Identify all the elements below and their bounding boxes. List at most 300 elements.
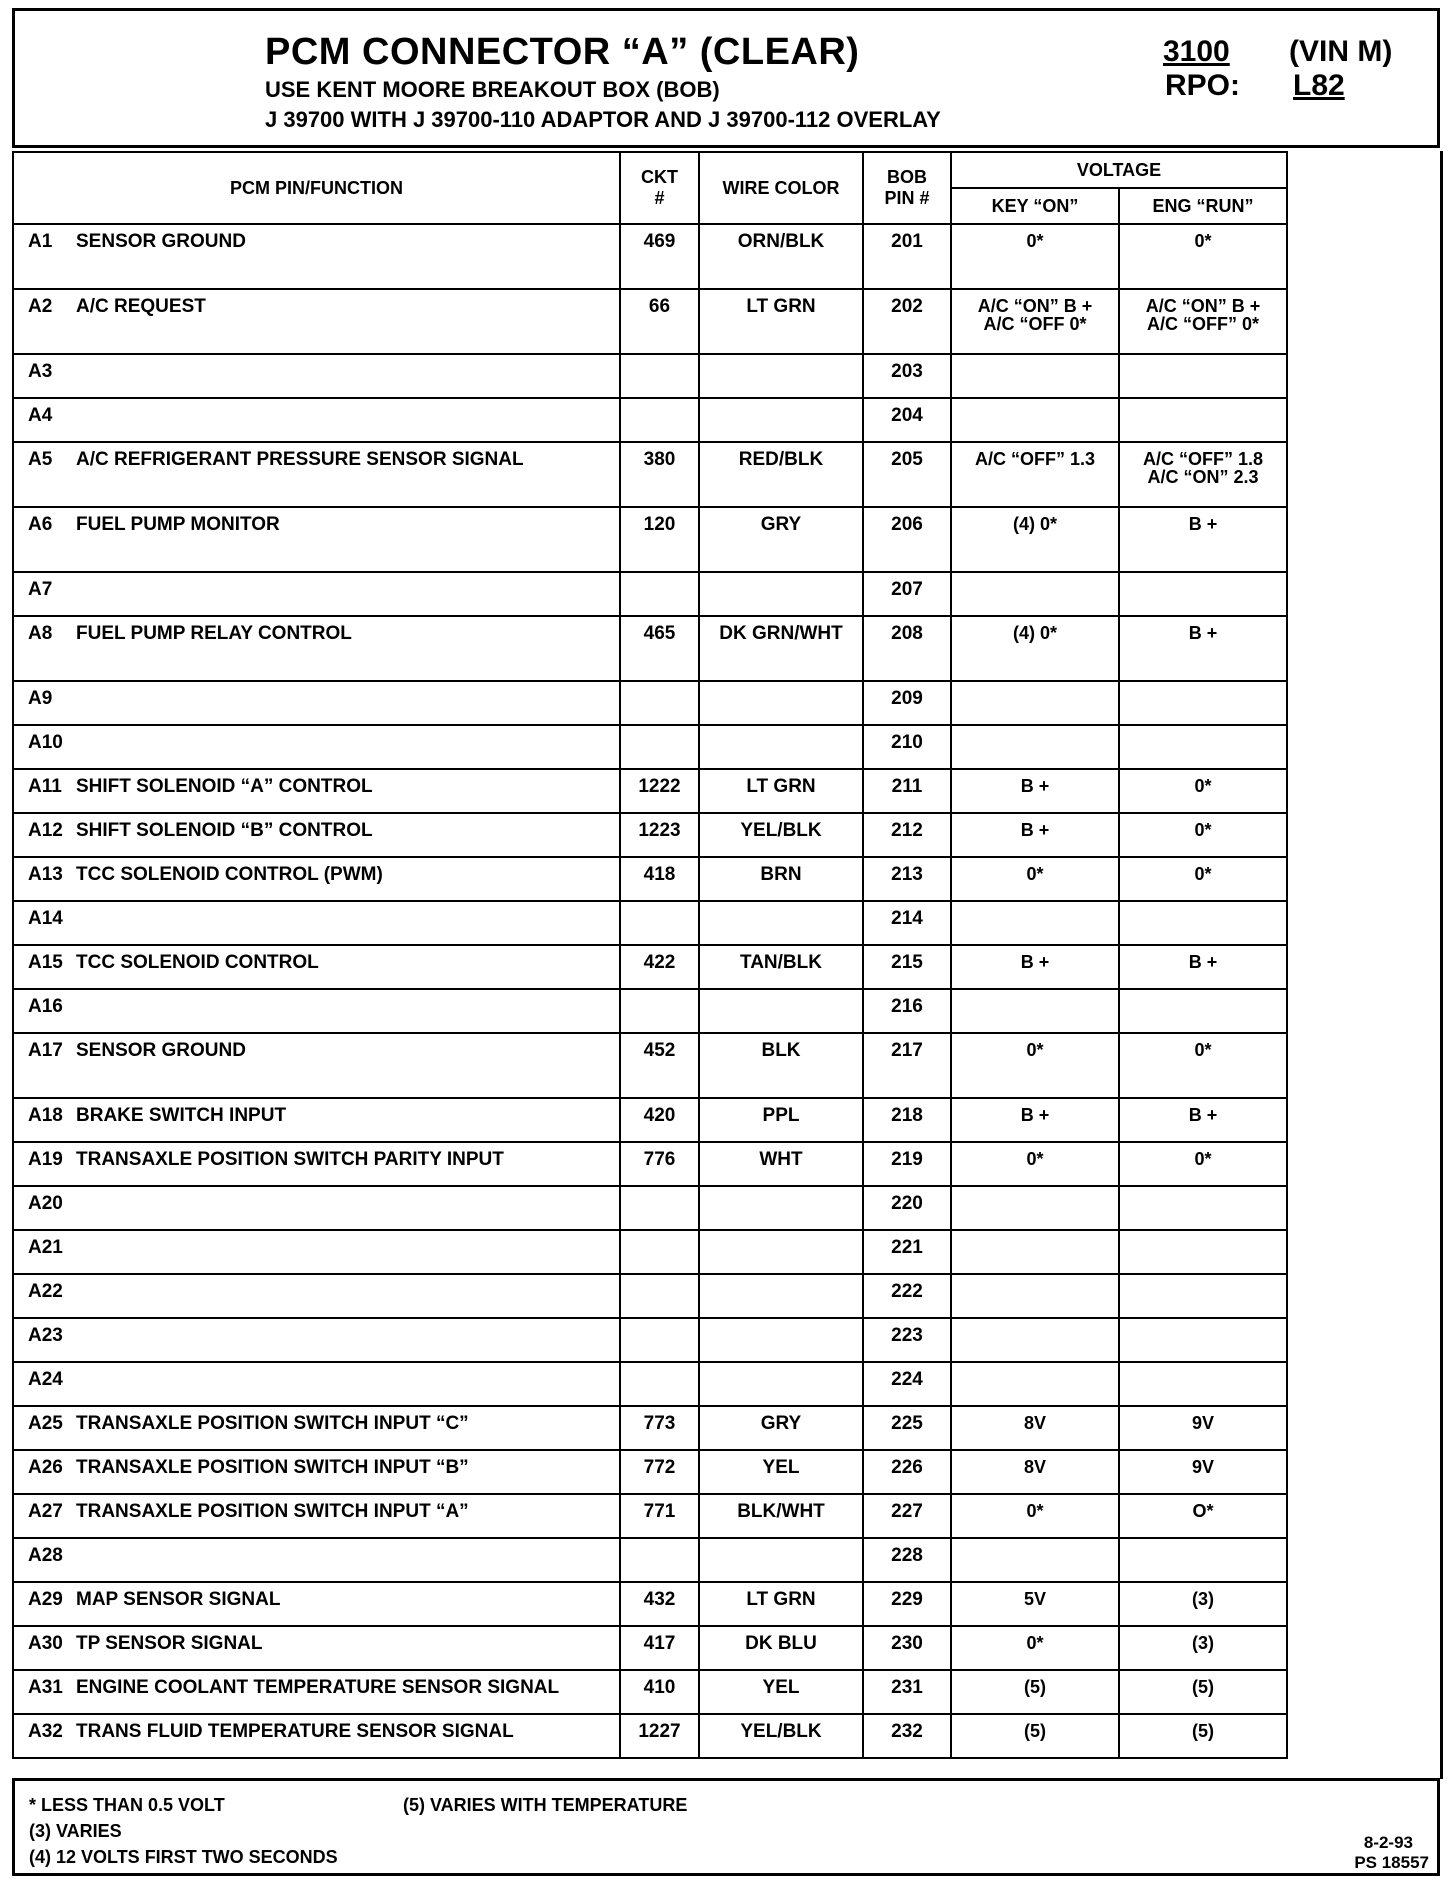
- cell-ckt: 432: [620, 1582, 699, 1626]
- cell-eng-run: (3): [1119, 1626, 1287, 1670]
- cell-bob: 216: [863, 989, 951, 1033]
- pin-id: A26: [28, 1457, 63, 1478]
- cell-eng-run: 0*: [1119, 813, 1287, 857]
- pin-id: A11: [28, 776, 62, 797]
- cell-key-on: [951, 1186, 1119, 1230]
- table-row: [13, 681, 1287, 725]
- table-row: [13, 1362, 1287, 1406]
- cell-bob: 231: [863, 1670, 951, 1714]
- cell-wire: [699, 1538, 863, 1582]
- cell-wire: [699, 572, 863, 616]
- pin-function-label: MAP SENSOR SIGNAL: [76, 1589, 281, 1610]
- cell-key-on: [951, 1230, 1119, 1274]
- page-title: PCM CONNECTOR “A” (CLEAR): [265, 31, 860, 73]
- cell-eng-run: [1119, 901, 1287, 945]
- table-row: [13, 1538, 1287, 1582]
- pin-id: A8: [28, 623, 53, 644]
- pin-function-cell: [13, 1626, 620, 1670]
- pin-function-cell: [13, 681, 620, 725]
- cell-wire: YEL/BLK: [699, 1714, 863, 1758]
- pin-function-label: FUEL PUMP MONITOR: [76, 514, 280, 535]
- pin-function-cell: [13, 1362, 620, 1406]
- pin-function-cell: [13, 857, 620, 901]
- rpo-label: RPO:: [1165, 69, 1240, 102]
- table-row: [13, 1274, 1287, 1318]
- table-row: [13, 442, 1287, 507]
- cell-eng-run: 0*: [1119, 857, 1287, 901]
- cell-ckt: 422: [620, 945, 699, 989]
- pin-function-label: TP SENSOR SIGNAL: [76, 1633, 263, 1654]
- cell-ckt: [620, 1274, 699, 1318]
- cell-key-on: 8V: [951, 1406, 1119, 1450]
- pin-function-label: SHIFT SOLENOID “A” CONTROL: [76, 776, 373, 797]
- cell-ckt: 469: [620, 224, 699, 289]
- vin-code: (VIN M): [1289, 35, 1393, 68]
- cell-wire: [699, 681, 863, 725]
- document-page: [12, 8, 1444, 1876]
- cell-ckt: 417: [620, 1626, 699, 1670]
- cell-bob: 221: [863, 1230, 951, 1274]
- cell-ckt: 66: [620, 289, 699, 354]
- pin-id: A13: [28, 864, 63, 885]
- cell-ckt: 120: [620, 507, 699, 572]
- cell-bob: 226: [863, 1450, 951, 1494]
- pin-id: A25: [28, 1413, 63, 1434]
- pin-function-label: TCC SOLENOID CONTROL: [76, 952, 319, 973]
- cell-bob: 228: [863, 1538, 951, 1582]
- cell-bob: 212: [863, 813, 951, 857]
- table-row: [13, 857, 1287, 901]
- cell-key-on: (4) 0*: [951, 507, 1119, 572]
- pin-function-label: A/C REFRIGERANT PRESSURE SENSOR SIGNAL: [76, 449, 524, 470]
- cell-wire: GRY: [699, 1406, 863, 1450]
- cell-ckt: 380: [620, 442, 699, 507]
- pin-function-cell: [13, 1274, 620, 1318]
- cell-key-on: 0*: [951, 224, 1119, 289]
- pin-function-cell: [13, 1538, 620, 1582]
- cell-eng-run: 9V: [1119, 1406, 1287, 1450]
- cell-ckt: [620, 1538, 699, 1582]
- cell-key-on: [951, 989, 1119, 1033]
- pin-function-cell: [13, 507, 620, 572]
- cell-ckt: [620, 1318, 699, 1362]
- pin-function-cell: [13, 1582, 620, 1626]
- cell-eng-run: (3): [1119, 1582, 1287, 1626]
- cell-key-on: [951, 1362, 1119, 1406]
- cell-key-on: B +: [951, 945, 1119, 989]
- cell-eng-run: [1119, 398, 1287, 442]
- cell-eng-run: [1119, 681, 1287, 725]
- cell-ckt: 465: [620, 616, 699, 681]
- cell-wire: GRY: [699, 507, 863, 572]
- pin-function-label: TRANSAXLE POSITION SWITCH INPUT “B”: [76, 1457, 469, 1478]
- cell-eng-run: O*: [1119, 1494, 1287, 1538]
- pin-function-cell: [13, 1098, 620, 1142]
- cell-bob: 232: [863, 1714, 951, 1758]
- pin-function-cell: [13, 398, 620, 442]
- cell-wire: [699, 1318, 863, 1362]
- pin-id: A1: [28, 231, 53, 252]
- cell-bob: 202: [863, 289, 951, 354]
- cell-bob: 203: [863, 354, 951, 398]
- col-header-ckt: [620, 152, 699, 224]
- table-row: [13, 945, 1287, 989]
- pin-id: A29: [28, 1589, 63, 1610]
- table-row: [13, 1714, 1287, 1758]
- cell-bob: 213: [863, 857, 951, 901]
- cell-key-on: B +: [951, 1098, 1119, 1142]
- cell-bob: 225: [863, 1406, 951, 1450]
- cell-ckt: 420: [620, 1098, 699, 1142]
- cell-wire: [699, 1186, 863, 1230]
- cell-key-on: A/C “ON” B + A/C “OFF 0*: [951, 289, 1119, 354]
- cell-eng-run: A/C “ON” B + A/C “OFF” 0*: [1119, 289, 1287, 354]
- pin-function-label: BRAKE SWITCH INPUT: [76, 1105, 287, 1126]
- cell-key-on: B +: [951, 769, 1119, 813]
- pin-id: A12: [28, 820, 63, 841]
- subtitle-line-1: USE KENT MOORE BREAKOUT BOX (BOB): [265, 77, 720, 102]
- subtitle-line-2: J 39700 WITH J 39700-110 ADAPTOR AND J 39700-112 OVERLAY: [265, 107, 941, 132]
- cell-ckt: [620, 354, 699, 398]
- cell-bob: 219: [863, 1142, 951, 1186]
- cell-key-on: 5V: [951, 1582, 1119, 1626]
- pin-function-label: TRANSAXLE POSITION SWITCH INPUT “C”: [76, 1413, 469, 1434]
- cell-wire: BLK: [699, 1033, 863, 1098]
- cell-eng-run: 0*: [1119, 1142, 1287, 1186]
- cell-ckt: 773: [620, 1406, 699, 1450]
- cell-bob: 206: [863, 507, 951, 572]
- cell-bob: 211: [863, 769, 951, 813]
- pin-id: A20: [28, 1193, 63, 1214]
- cell-eng-run: B +: [1119, 616, 1287, 681]
- cell-key-on: 0*: [951, 1494, 1119, 1538]
- cell-eng-run: B +: [1119, 945, 1287, 989]
- cell-bob: 220: [863, 1186, 951, 1230]
- cell-ckt: 418: [620, 857, 699, 901]
- pin-id: A4: [28, 405, 53, 426]
- cell-key-on: (5): [951, 1670, 1119, 1714]
- cell-ckt: [620, 572, 699, 616]
- cell-ckt: [620, 681, 699, 725]
- cell-key-on: 0*: [951, 1033, 1119, 1098]
- footer-notes: [12, 1778, 1440, 1876]
- pin-function-label: FUEL PUMP RELAY CONTROL: [76, 623, 352, 644]
- cell-eng-run: [1119, 1186, 1287, 1230]
- table-row: [13, 1033, 1287, 1098]
- cell-wire: [699, 901, 863, 945]
- col-header-key-on: KEY “ON”: [951, 188, 1119, 224]
- cell-eng-run: [1119, 989, 1287, 1033]
- cell-bob: 218: [863, 1098, 951, 1142]
- cell-eng-run: [1119, 1274, 1287, 1318]
- cell-wire: [699, 1230, 863, 1274]
- pin-id: A10: [28, 732, 63, 753]
- cell-ckt: [620, 901, 699, 945]
- cell-ckt: [620, 1186, 699, 1230]
- cell-eng-run: (5): [1119, 1670, 1287, 1714]
- col-header-voltage: VOLTAGE: [951, 152, 1287, 188]
- pin-id: A18: [28, 1105, 63, 1126]
- pin-function-label: TRANSAXLE POSITION SWITCH PARITY INPUT: [76, 1149, 504, 1170]
- cell-ckt: [620, 1230, 699, 1274]
- cell-key-on: (5): [951, 1714, 1119, 1758]
- cell-bob: 223: [863, 1318, 951, 1362]
- table-row: [13, 1582, 1287, 1626]
- pin-rows: [13, 224, 1287, 1758]
- pin-id: A2: [28, 296, 53, 317]
- table-row: [13, 1494, 1287, 1538]
- pin-function-cell: [13, 224, 620, 289]
- engine-code: 3100: [1163, 35, 1230, 68]
- table-row: [13, 224, 1287, 289]
- cell-eng-run: A/C “OFF” 1.8 A/C “ON” 2.3: [1119, 442, 1287, 507]
- pin-id: A30: [28, 1633, 63, 1654]
- cell-bob: 201: [863, 224, 951, 289]
- table-row: [13, 507, 1287, 572]
- pin-function-label: TCC SOLENOID CONTROL (PWM): [76, 864, 383, 885]
- pin-function-label: SENSOR GROUND: [76, 1040, 246, 1061]
- pin-id: A28: [28, 1545, 63, 1566]
- cell-bob: 215: [863, 945, 951, 989]
- cell-bob: 217: [863, 1033, 951, 1098]
- cell-key-on: [951, 572, 1119, 616]
- cell-key-on: [951, 1538, 1119, 1582]
- pin-function-label: SENSOR GROUND: [76, 231, 246, 252]
- col-header-function: PCM PIN/FUNCTION: [13, 152, 620, 224]
- pin-function-cell: [13, 442, 620, 507]
- pin-function-label: TRANSAXLE POSITION SWITCH INPUT “A”: [76, 1501, 469, 1522]
- cell-ckt: 410: [620, 1670, 699, 1714]
- note-12-volts: (4) 12 VOLTS FIRST TWO SECONDS: [29, 1847, 338, 1867]
- table-row: [13, 1318, 1287, 1362]
- cell-wire: [699, 398, 863, 442]
- pin-function-cell: [13, 354, 620, 398]
- pin-function-label: SHIFT SOLENOID “B” CONTROL: [76, 820, 373, 841]
- rpo-value: L82: [1293, 69, 1345, 102]
- cell-wire: RED/BLK: [699, 442, 863, 507]
- table-row: [13, 354, 1287, 398]
- cell-wire: LT GRN: [699, 1582, 863, 1626]
- cell-key-on: 0*: [951, 857, 1119, 901]
- pin-id: A3: [28, 361, 53, 382]
- cell-wire: YEL/BLK: [699, 813, 863, 857]
- cell-key-on: [951, 398, 1119, 442]
- cell-ckt: 1222: [620, 769, 699, 813]
- pin-id: A9: [28, 688, 53, 709]
- pin-function-label: A/C REQUEST: [76, 296, 206, 317]
- cell-wire: [699, 1274, 863, 1318]
- table-row: [13, 813, 1287, 857]
- table-row: [13, 1142, 1287, 1186]
- pin-function-cell: [13, 1450, 620, 1494]
- col-header-wire-color: WIRE COLOR: [699, 152, 863, 224]
- pin-id: A22: [28, 1281, 63, 1302]
- col-header-bob-pin: [863, 152, 951, 224]
- cell-wire: TAN/BLK: [699, 945, 863, 989]
- cell-bob: 207: [863, 572, 951, 616]
- pin-id: A16: [28, 996, 63, 1017]
- cell-eng-run: [1119, 572, 1287, 616]
- table-row: [13, 901, 1287, 945]
- pin-id: A23: [28, 1325, 63, 1346]
- pin-function-cell: [13, 1406, 620, 1450]
- ps-number: PS 18557: [1354, 1853, 1429, 1872]
- pin-function-cell: [13, 945, 620, 989]
- table-row: [13, 1670, 1287, 1714]
- cell-wire: DK BLU: [699, 1626, 863, 1670]
- table-row: [13, 1186, 1287, 1230]
- pin-table: [12, 151, 1288, 1759]
- cell-key-on: 8V: [951, 1450, 1119, 1494]
- table-row: [13, 616, 1287, 681]
- cell-wire: WHT: [699, 1142, 863, 1186]
- cell-ckt: 452: [620, 1033, 699, 1098]
- cell-wire: [699, 989, 863, 1033]
- table-row: [13, 572, 1287, 616]
- cell-eng-run: B +: [1119, 1098, 1287, 1142]
- cell-eng-run: [1119, 1230, 1287, 1274]
- table-row: [13, 725, 1287, 769]
- cell-eng-run: (5): [1119, 1714, 1287, 1758]
- cell-key-on: [951, 1318, 1119, 1362]
- pin-function-cell: [13, 1670, 620, 1714]
- note-varies: (3) VARIES: [29, 1821, 122, 1841]
- cell-bob: 204: [863, 398, 951, 442]
- cell-wire: PPL: [699, 1098, 863, 1142]
- col-header-eng-run: ENG “RUN”: [1119, 188, 1287, 224]
- note-varies-temperature: (5) VARIES WITH TEMPERATURE: [403, 1795, 688, 1815]
- table-row: [13, 989, 1287, 1033]
- cell-bob: 224: [863, 1362, 951, 1406]
- col-header-ckt-text: CKT #: [641, 167, 678, 208]
- pin-function-cell: [13, 572, 620, 616]
- pin-function-label: ENGINE COOLANT TEMPERATURE SENSOR SIGNAL: [76, 1677, 560, 1698]
- cell-eng-run: [1119, 354, 1287, 398]
- pin-id: A17: [28, 1040, 63, 1061]
- cell-bob: 208: [863, 616, 951, 681]
- table-row: [13, 1450, 1287, 1494]
- cell-key-on: [951, 1274, 1119, 1318]
- pin-function-cell: [13, 289, 620, 354]
- cell-key-on: [951, 681, 1119, 725]
- pin-function-cell: [13, 1142, 620, 1186]
- cell-wire: ORN/BLK: [699, 224, 863, 289]
- cell-key-on: B +: [951, 813, 1119, 857]
- table-row: [13, 1406, 1287, 1450]
- table-row: [13, 289, 1287, 354]
- date-stamp: 8-2-93: [1363, 1833, 1413, 1852]
- cell-bob: 209: [863, 681, 951, 725]
- cell-key-on: [951, 725, 1119, 769]
- pin-function-cell: [13, 989, 620, 1033]
- cell-wire: DK GRN/WHT: [699, 616, 863, 681]
- cell-ckt: 1223: [620, 813, 699, 857]
- cell-eng-run: [1119, 1362, 1287, 1406]
- cell-wire: LT GRN: [699, 769, 863, 813]
- pin-function-cell: [13, 813, 620, 857]
- pin-function-cell: [13, 1494, 620, 1538]
- pin-function-cell: [13, 1230, 620, 1274]
- pin-id: A27: [28, 1501, 63, 1522]
- table-row: [13, 398, 1287, 442]
- cell-wire: [699, 354, 863, 398]
- pin-function-cell: [13, 1186, 620, 1230]
- pin-id: A5: [28, 449, 53, 470]
- cell-ckt: 776: [620, 1142, 699, 1186]
- cell-eng-run: [1119, 1318, 1287, 1362]
- cell-wire: BLK/WHT: [699, 1494, 863, 1538]
- pin-id: A14: [28, 908, 63, 929]
- cell-wire: YEL: [699, 1450, 863, 1494]
- cell-ckt: 1227: [620, 1714, 699, 1758]
- cell-key-on: A/C “OFF” 1.3: [951, 442, 1119, 507]
- col-header-bob-text: BOB PIN #: [884, 167, 930, 208]
- cell-key-on: 0*: [951, 1142, 1119, 1186]
- pin-function-cell: [13, 725, 620, 769]
- cell-wire: LT GRN: [699, 289, 863, 354]
- pin-function-label: TRANS FLUID TEMPERATURE SENSOR SIGNAL: [76, 1721, 514, 1742]
- cell-ckt: [620, 1362, 699, 1406]
- header-box: [12, 8, 1440, 148]
- cell-eng-run: 0*: [1119, 769, 1287, 813]
- pin-id: A7: [28, 579, 53, 600]
- cell-eng-run: [1119, 1538, 1287, 1582]
- pin-function-cell: [13, 1033, 620, 1098]
- pin-function-cell: [13, 901, 620, 945]
- cell-eng-run: 9V: [1119, 1450, 1287, 1494]
- table-row: [13, 1230, 1287, 1274]
- table-row: [13, 1626, 1287, 1670]
- pin-id: A19: [28, 1149, 63, 1170]
- cell-eng-run: [1119, 725, 1287, 769]
- table-row: [13, 1098, 1287, 1142]
- cell-bob: 205: [863, 442, 951, 507]
- cell-key-on: 0*: [951, 1626, 1119, 1670]
- cell-eng-run: B +: [1119, 507, 1287, 572]
- cell-ckt: 772: [620, 1450, 699, 1494]
- cell-eng-run: 0*: [1119, 1033, 1287, 1098]
- cell-bob: 230: [863, 1626, 951, 1670]
- cell-ckt: 771: [620, 1494, 699, 1538]
- table-row: [13, 769, 1287, 813]
- table-right-border: [1440, 151, 1443, 1779]
- note-less-than: * LESS THAN 0.5 VOLT: [29, 1795, 225, 1815]
- pin-function-cell: [13, 769, 620, 813]
- cell-key-on: (4) 0*: [951, 616, 1119, 681]
- cell-bob: 222: [863, 1274, 951, 1318]
- cell-bob: 229: [863, 1582, 951, 1626]
- cell-ckt: [620, 398, 699, 442]
- pin-id: A21: [28, 1237, 63, 1258]
- cell-ckt: [620, 725, 699, 769]
- cell-wire: YEL: [699, 1670, 863, 1714]
- cell-key-on: [951, 354, 1119, 398]
- cell-bob: 214: [863, 901, 951, 945]
- cell-bob: 210: [863, 725, 951, 769]
- pin-id: A24: [28, 1369, 63, 1390]
- pin-function-cell: [13, 1318, 620, 1362]
- cell-bob: 227: [863, 1494, 951, 1538]
- cell-wire: BRN: [699, 857, 863, 901]
- pin-id: A32: [28, 1721, 63, 1742]
- pin-id: A15: [28, 952, 63, 973]
- pin-id: A31: [28, 1677, 63, 1698]
- pin-id: A6: [28, 514, 53, 535]
- pin-function-cell: [13, 1714, 620, 1758]
- cell-wire: [699, 1362, 863, 1406]
- cell-ckt: [620, 989, 699, 1033]
- pin-function-cell: [13, 616, 620, 681]
